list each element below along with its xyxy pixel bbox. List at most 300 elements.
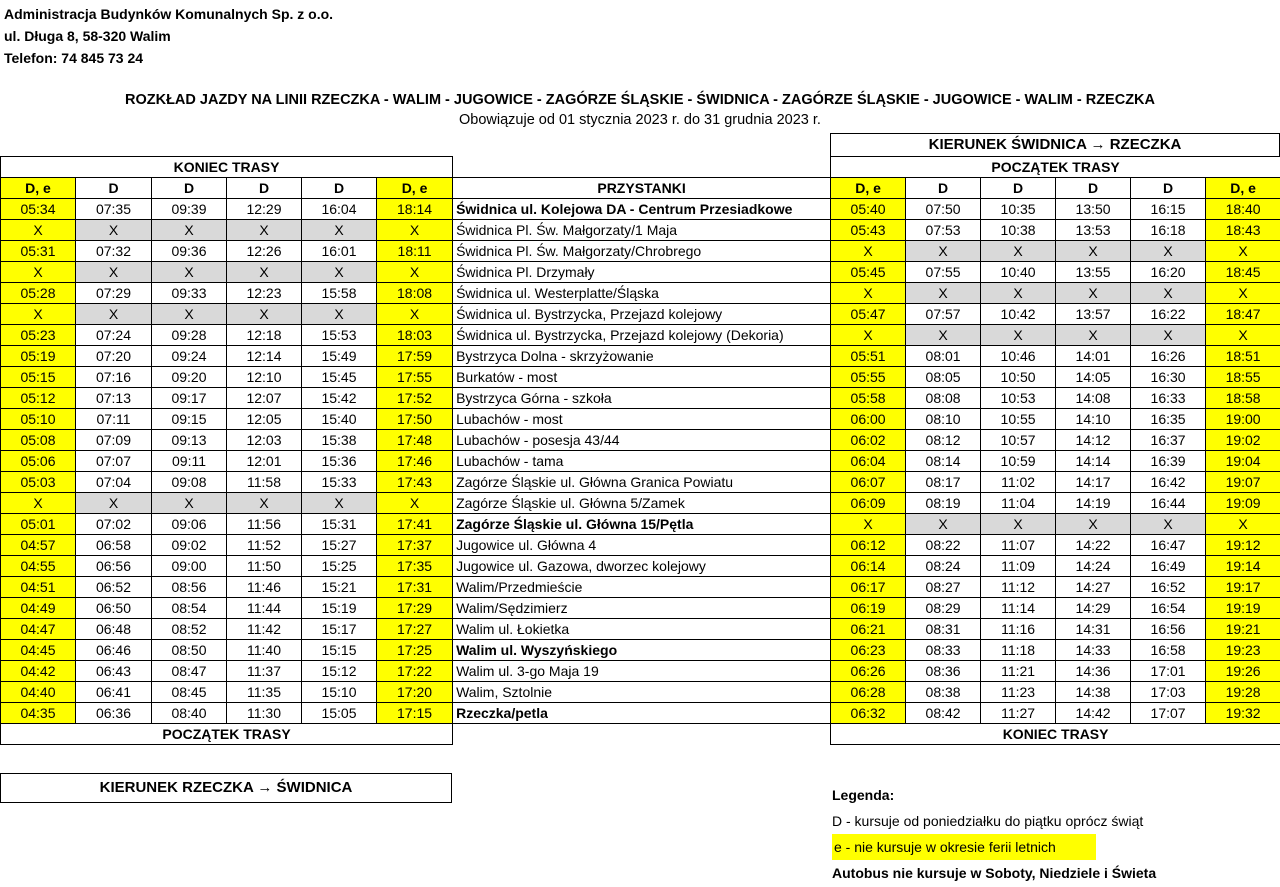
- left-time-cell: 11:42: [227, 619, 302, 640]
- left-time-cell: 09:28: [152, 325, 227, 346]
- right-time-cell: 14:10: [1056, 409, 1131, 430]
- table-row: [1, 241, 1280, 262]
- right-time-cell: 16:15: [1131, 199, 1206, 220]
- table-row: [1, 682, 1280, 703]
- left-time-cell: 06:52: [76, 577, 152, 598]
- right-time-cell: X: [1056, 241, 1131, 262]
- right-time-cell: 18:55: [1206, 367, 1280, 388]
- left-time-cell: X: [1, 304, 76, 325]
- right-time-cell: 16:35: [1131, 409, 1206, 430]
- left-time-cell: 04:47: [1, 619, 76, 640]
- column-header-row: [1, 178, 1280, 199]
- left-time-cell: 04:45: [1, 640, 76, 661]
- left-time-cell: 17:31: [377, 577, 453, 598]
- left-time-cell: 09:39: [152, 199, 227, 220]
- right-time-cell: 16:58: [1131, 640, 1206, 661]
- right-time-cell: 08:29: [906, 598, 981, 619]
- left-time-cell: 17:59: [377, 346, 453, 367]
- left-time-cell: 12:29: [227, 199, 302, 220]
- right-time-cell: 19:12: [1206, 535, 1280, 556]
- right-col-header: D: [1131, 178, 1206, 199]
- left-time-cell: 18:14: [377, 199, 453, 220]
- left-time-cell: 04:49: [1, 598, 76, 619]
- right-time-cell: 18:47: [1206, 304, 1280, 325]
- left-time-cell: 12:07: [227, 388, 302, 409]
- stop-name: Jugowice ul. Główna 4: [453, 535, 831, 556]
- right-time-cell: 11:16: [981, 619, 1056, 640]
- right-time-cell: 07:50: [906, 199, 981, 220]
- right-time-cell: 06:09: [831, 493, 906, 514]
- left-time-cell: 08:52: [152, 619, 227, 640]
- left-time-cell: 18:08: [377, 283, 453, 304]
- right-time-cell: 18:45: [1206, 262, 1280, 283]
- left-time-cell: 17:48: [377, 430, 453, 451]
- legend-note: Autobus nie kursuje w Soboty, Niedziele i Świeta: [832, 865, 1157, 881]
- left-time-cell: 08:40: [152, 703, 227, 724]
- right-time-cell: 08:24: [906, 556, 981, 577]
- right-time-cell: 10:35: [981, 199, 1056, 220]
- right-time-cell: X: [1131, 325, 1206, 346]
- left-time-cell: 15:19: [302, 598, 377, 619]
- right-col-header: D: [1056, 178, 1131, 199]
- right-time-cell: X: [1056, 514, 1131, 535]
- right-time-cell: 10:53: [981, 388, 1056, 409]
- right-time-cell: 16:49: [1131, 556, 1206, 577]
- left-time-cell: 08:45: [152, 682, 227, 703]
- left-time-cell: 15:49: [302, 346, 377, 367]
- left-time-cell: 07:07: [76, 451, 152, 472]
- company-address: ul. Długa 8, 58-320 Walim: [4, 28, 171, 44]
- stop-name: Jugowice ul. Gazowa, dworzec kolejowy: [453, 556, 831, 577]
- left-time-cell: 07:02: [76, 514, 152, 535]
- left-time-cell: 12:10: [227, 367, 302, 388]
- validity-period: Obowiązuje od 01 stycznia 2023 r. do 31 grudnia 2023 r.: [459, 112, 821, 128]
- right-time-cell: 11:18: [981, 640, 1056, 661]
- right-time-cell: 14:22: [1056, 535, 1131, 556]
- right-time-cell: 05:55: [831, 367, 906, 388]
- right-time-cell: 14:14: [1056, 451, 1131, 472]
- right-time-cell: 10:46: [981, 346, 1056, 367]
- left-time-cell: 17:55: [377, 367, 453, 388]
- left-time-cell: 15:33: [302, 472, 377, 493]
- stop-name: Świdnica ul. Bystrzycka, Przejazd kolejowy (Dekoria): [453, 325, 831, 346]
- right-time-cell: 11:02: [981, 472, 1056, 493]
- right-time-cell: 10:42: [981, 304, 1056, 325]
- stop-name: Walim/Sędzimierz: [453, 598, 831, 619]
- right-time-cell: 07:55: [906, 262, 981, 283]
- right-time-cell: 19:09: [1206, 493, 1280, 514]
- right-time-cell: X: [1131, 283, 1206, 304]
- direction-swidnica-rzeczka: KIERUNEK ŚWIDNICA → RZECZKA: [830, 133, 1280, 157]
- left-time-cell: 07:24: [76, 325, 152, 346]
- table-row: [1, 220, 1280, 241]
- left-time-cell: 04:42: [1, 661, 76, 682]
- left-time-cell: 17:52: [377, 388, 453, 409]
- left-time-cell: X: [377, 262, 453, 283]
- left-time-cell: 11:56: [227, 514, 302, 535]
- left-time-cell: 11:30: [227, 703, 302, 724]
- right-time-cell: 05:47: [831, 304, 906, 325]
- right-time-cell: X: [906, 283, 981, 304]
- right-time-cell: 07:53: [906, 220, 981, 241]
- left-time-cell: 07:20: [76, 346, 152, 367]
- left-time-cell: 17:20: [377, 682, 453, 703]
- stop-name: Świdnica Pl. Drzymały: [453, 262, 831, 283]
- left-time-cell: 06:41: [76, 682, 152, 703]
- right-time-cell: 18:40: [1206, 199, 1280, 220]
- left-time-cell: 09:11: [152, 451, 227, 472]
- stop-name: Zagórze Śląskie ul. Główna 15/Pętla: [453, 514, 831, 535]
- right-end-label: KONIEC TRASY: [831, 724, 1280, 745]
- right-time-cell: 19:04: [1206, 451, 1280, 472]
- table-row: [1, 598, 1280, 619]
- left-col-header: D: [302, 178, 377, 199]
- left-time-cell: 09:13: [152, 430, 227, 451]
- right-time-cell: 06:04: [831, 451, 906, 472]
- right-time-cell: 10:50: [981, 367, 1056, 388]
- right-time-cell: 19:26: [1206, 661, 1280, 682]
- left-time-cell: 17:43: [377, 472, 453, 493]
- right-time-cell: 19:23: [1206, 640, 1280, 661]
- left-time-cell: X: [302, 304, 377, 325]
- table-row: [1, 472, 1280, 493]
- right-time-cell: 05:51: [831, 346, 906, 367]
- left-time-cell: 15:40: [302, 409, 377, 430]
- left-end-label: KONIEC TRASY: [1, 157, 453, 178]
- right-time-cell: 19:19: [1206, 598, 1280, 619]
- left-time-cell: 05:34: [1, 199, 76, 220]
- right-time-cell: 16:52: [1131, 577, 1206, 598]
- right-time-cell: X: [981, 325, 1056, 346]
- right-time-cell: 14:01: [1056, 346, 1131, 367]
- right-col-header: D: [906, 178, 981, 199]
- left-time-cell: 17:25: [377, 640, 453, 661]
- right-time-cell: 11:14: [981, 598, 1056, 619]
- left-time-cell: 07:09: [76, 430, 152, 451]
- table-row: [1, 325, 1280, 346]
- right-time-cell: X: [1131, 241, 1206, 262]
- left-time-cell: 17:41: [377, 514, 453, 535]
- left-time-cell: 15:10: [302, 682, 377, 703]
- left-col-header: D: [152, 178, 227, 199]
- left-time-cell: 06:50: [76, 598, 152, 619]
- right-time-cell: 10:55: [981, 409, 1056, 430]
- right-time-cell: X: [906, 514, 981, 535]
- left-time-cell: 11:52: [227, 535, 302, 556]
- left-time-cell: X: [152, 262, 227, 283]
- left-time-cell: 16:01: [302, 241, 377, 262]
- left-time-cell: X: [377, 220, 453, 241]
- left-time-cell: 11:40: [227, 640, 302, 661]
- table-row: [1, 304, 1280, 325]
- left-time-cell: 05:01: [1, 514, 76, 535]
- stop-name: Lubachów - tama: [453, 451, 831, 472]
- right-time-cell: X: [906, 325, 981, 346]
- left-time-cell: 12:18: [227, 325, 302, 346]
- right-time-cell: 08:12: [906, 430, 981, 451]
- left-time-cell: X: [227, 493, 302, 514]
- table-row: [1, 409, 1280, 430]
- left-time-cell: 12:03: [227, 430, 302, 451]
- left-time-cell: 05:12: [1, 388, 76, 409]
- stop-name: Zagórze Śląskie ul. Główna Granica Powiatu: [453, 472, 831, 493]
- left-time-cell: 11:35: [227, 682, 302, 703]
- stop-name: Rzeczka/petla: [453, 703, 831, 724]
- right-time-cell: 08:33: [906, 640, 981, 661]
- timetable: [0, 156, 1280, 745]
- table-row: [1, 514, 1280, 535]
- left-time-cell: 15:31: [302, 514, 377, 535]
- right-time-cell: 16:44: [1131, 493, 1206, 514]
- right-time-cell: 14:05: [1056, 367, 1131, 388]
- right-time-cell: 06:07: [831, 472, 906, 493]
- left-time-cell: 11:46: [227, 577, 302, 598]
- left-time-cell: 16:04: [302, 199, 377, 220]
- left-time-cell: 17:37: [377, 535, 453, 556]
- right-time-cell: 14:19: [1056, 493, 1131, 514]
- left-time-cell: 09:08: [152, 472, 227, 493]
- right-time-cell: 19:07: [1206, 472, 1280, 493]
- left-time-cell: 09:02: [152, 535, 227, 556]
- right-time-cell: 08:27: [906, 577, 981, 598]
- left-start-label: POCZĄTEK TRASY: [1, 724, 453, 745]
- left-time-cell: 07:16: [76, 367, 152, 388]
- left-time-cell: 15:36: [302, 451, 377, 472]
- right-time-cell: 14:42: [1056, 703, 1131, 724]
- company-name: Administracja Budynków Komunalnych Sp. z o.o.: [4, 6, 334, 22]
- right-time-cell: 16:56: [1131, 619, 1206, 640]
- left-time-cell: 09:17: [152, 388, 227, 409]
- left-time-cell: 12:01: [227, 451, 302, 472]
- right-time-cell: 08:08: [906, 388, 981, 409]
- legend-d: D - kursuje od poniedziałku do piątku oprócz świąt: [832, 813, 1144, 829]
- left-time-cell: 18:03: [377, 325, 453, 346]
- right-time-cell: 16:30: [1131, 367, 1206, 388]
- right-time-cell: 06:14: [831, 556, 906, 577]
- right-col-header: D, e: [831, 178, 906, 199]
- left-time-cell: 17:22: [377, 661, 453, 682]
- left-time-cell: X: [1, 220, 76, 241]
- left-time-cell: 17:35: [377, 556, 453, 577]
- left-col-header: D: [227, 178, 302, 199]
- left-time-cell: 15:53: [302, 325, 377, 346]
- right-time-cell: X: [1131, 514, 1206, 535]
- right-time-cell: 13:57: [1056, 304, 1131, 325]
- stop-name: Walim/Przedmieście: [453, 577, 831, 598]
- left-time-cell: 05:15: [1, 367, 76, 388]
- right-time-cell: 16:54: [1131, 598, 1206, 619]
- right-time-cell: 05:45: [831, 262, 906, 283]
- table-row: [1, 388, 1280, 409]
- stop-name: Walim ul. Łokietka: [453, 619, 831, 640]
- right-time-cell: 16:20: [1131, 262, 1206, 283]
- right-time-cell: X: [981, 514, 1056, 535]
- right-time-cell: 13:53: [1056, 220, 1131, 241]
- right-time-cell: X: [1206, 283, 1280, 304]
- right-time-cell: 14:24: [1056, 556, 1131, 577]
- right-time-cell: 11:12: [981, 577, 1056, 598]
- right-time-cell: 16:22: [1131, 304, 1206, 325]
- left-time-cell: 09:24: [152, 346, 227, 367]
- right-time-cell: 14:31: [1056, 619, 1131, 640]
- right-time-cell: 14:12: [1056, 430, 1131, 451]
- company-info: [4, 3, 333, 69]
- right-time-cell: 10:57: [981, 430, 1056, 451]
- right-time-cell: 16:26: [1131, 346, 1206, 367]
- right-time-cell: X: [831, 241, 906, 262]
- left-time-cell: 06:46: [76, 640, 152, 661]
- left-time-cell: 17:15: [377, 703, 453, 724]
- left-time-cell: 07:04: [76, 472, 152, 493]
- left-time-cell: 09:06: [152, 514, 227, 535]
- right-time-cell: 08:17: [906, 472, 981, 493]
- left-time-cell: 07:29: [76, 283, 152, 304]
- right-time-cell: X: [1206, 514, 1280, 535]
- left-time-cell: 09:20: [152, 367, 227, 388]
- left-time-cell: 17:50: [377, 409, 453, 430]
- left-col-header: D, e: [1, 178, 76, 199]
- stop-name: Lubachów - posesja 43/44: [453, 430, 831, 451]
- left-time-cell: X: [1, 262, 76, 283]
- left-time-cell: 18:11: [377, 241, 453, 262]
- right-time-cell: 11:04: [981, 493, 1056, 514]
- right-time-cell: 08:42: [906, 703, 981, 724]
- stop-name: Świdnica ul. Kolejowa DA - Centrum Przesiadkowe: [453, 199, 831, 220]
- right-time-cell: 10:40: [981, 262, 1056, 283]
- right-time-cell: 17:03: [1131, 682, 1206, 703]
- left-time-cell: 17:29: [377, 598, 453, 619]
- right-time-cell: 06:00: [831, 409, 906, 430]
- right-time-cell: 06:28: [831, 682, 906, 703]
- legend-title: Legenda:: [832, 787, 895, 803]
- right-time-cell: X: [1206, 325, 1280, 346]
- right-time-cell: 19:28: [1206, 682, 1280, 703]
- left-time-cell: 15:17: [302, 619, 377, 640]
- left-time-cell: 04:55: [1, 556, 76, 577]
- left-time-cell: 15:45: [302, 367, 377, 388]
- stop-name: Świdnica Pl. Św. Małgorzaty/Chrobrego: [453, 241, 831, 262]
- left-time-cell: 06:48: [76, 619, 152, 640]
- left-time-cell: 11:37: [227, 661, 302, 682]
- stops-header: PRZYSTANKI: [453, 178, 831, 199]
- left-time-cell: 04:51: [1, 577, 76, 598]
- stop-name: Bystrzyca Dolna - skrzyżowanie: [453, 346, 831, 367]
- left-time-cell: 15:58: [302, 283, 377, 304]
- left-time-cell: 12:05: [227, 409, 302, 430]
- left-time-cell: 06:58: [76, 535, 152, 556]
- left-time-cell: 09:15: [152, 409, 227, 430]
- left-time-cell: 15:05: [302, 703, 377, 724]
- right-time-cell: 06:12: [831, 535, 906, 556]
- left-time-cell: 04:40: [1, 682, 76, 703]
- left-time-cell: 15:12: [302, 661, 377, 682]
- right-time-cell: X: [831, 514, 906, 535]
- right-time-cell: 05:40: [831, 199, 906, 220]
- left-time-cell: 05:23: [1, 325, 76, 346]
- right-time-cell: 11:27: [981, 703, 1056, 724]
- right-time-cell: 08:01: [906, 346, 981, 367]
- left-time-cell: 05:08: [1, 430, 76, 451]
- legend-e: e - nie kursuje w okresie ferii letnich: [832, 834, 1096, 860]
- right-time-cell: 14:08: [1056, 388, 1131, 409]
- right-time-cell: X: [831, 325, 906, 346]
- table-row: [1, 199, 1280, 220]
- right-time-cell: X: [981, 241, 1056, 262]
- right-time-cell: 14:27: [1056, 577, 1131, 598]
- left-time-cell: 09:00: [152, 556, 227, 577]
- left-time-cell: X: [152, 493, 227, 514]
- right-time-cell: 06:21: [831, 619, 906, 640]
- direction-rzeczka-swidnica: KIERUNEK RZECZKA → ŚWIDNICA: [0, 773, 452, 803]
- right-time-cell: X: [831, 283, 906, 304]
- left-time-cell: 07:32: [76, 241, 152, 262]
- right-time-cell: 05:43: [831, 220, 906, 241]
- left-time-cell: X: [76, 220, 152, 241]
- right-time-cell: 19:17: [1206, 577, 1280, 598]
- left-time-cell: 05:03: [1, 472, 76, 493]
- right-time-cell: 08:10: [906, 409, 981, 430]
- left-time-cell: 07:35: [76, 199, 152, 220]
- right-time-cell: 19:14: [1206, 556, 1280, 577]
- table-row: [1, 451, 1280, 472]
- right-time-cell: X: [906, 241, 981, 262]
- stop-name: Zagórze Śląskie ul. Główna 5/Zamek: [453, 493, 831, 514]
- right-time-cell: 13:55: [1056, 262, 1131, 283]
- right-time-cell: 10:38: [981, 220, 1056, 241]
- right-time-cell: 14:36: [1056, 661, 1131, 682]
- table-row: [1, 283, 1280, 304]
- timetable-body: [1, 199, 1280, 724]
- right-time-cell: 18:51: [1206, 346, 1280, 367]
- left-time-cell: 05:28: [1, 283, 76, 304]
- right-time-cell: 16:39: [1131, 451, 1206, 472]
- right-time-cell: 06:32: [831, 703, 906, 724]
- left-time-cell: 04:57: [1, 535, 76, 556]
- left-time-cell: 06:56: [76, 556, 152, 577]
- left-time-cell: 07:13: [76, 388, 152, 409]
- stop-name: Walim, Sztolnie: [453, 682, 831, 703]
- right-time-cell: X: [1056, 325, 1131, 346]
- right-time-cell: 10:59: [981, 451, 1056, 472]
- right-time-cell: 13:50: [1056, 199, 1131, 220]
- right-time-cell: 06:02: [831, 430, 906, 451]
- right-start-label: POCZĄTEK TRASY: [831, 157, 1280, 178]
- right-time-cell: 08:05: [906, 367, 981, 388]
- stop-name: Świdnica ul. Bystrzycka, Przejazd kolejowy: [453, 304, 831, 325]
- left-time-cell: 05:31: [1, 241, 76, 262]
- right-time-cell: 08:36: [906, 661, 981, 682]
- stop-name: Bystrzyca Górna - szkoła: [453, 388, 831, 409]
- left-time-cell: X: [1, 493, 76, 514]
- right-time-cell: 17:01: [1131, 661, 1206, 682]
- table-row: [1, 493, 1280, 514]
- stop-name: Świdnica ul. Westerplatte/Śląska: [453, 283, 831, 304]
- left-time-cell: 15:15: [302, 640, 377, 661]
- table-row: [1, 619, 1280, 640]
- left-time-cell: 08:50: [152, 640, 227, 661]
- left-time-cell: X: [76, 304, 152, 325]
- right-time-cell: X: [1206, 241, 1280, 262]
- right-time-cell: 06:26: [831, 661, 906, 682]
- left-time-cell: 15:21: [302, 577, 377, 598]
- right-time-cell: 11:21: [981, 661, 1056, 682]
- right-time-cell: 08:19: [906, 493, 981, 514]
- right-time-cell: 16:47: [1131, 535, 1206, 556]
- right-time-cell: 18:58: [1206, 388, 1280, 409]
- right-time-cell: 18:43: [1206, 220, 1280, 241]
- stop-name: Walim ul. Wyszyńskiego: [453, 640, 831, 661]
- left-time-cell: 06:36: [76, 703, 152, 724]
